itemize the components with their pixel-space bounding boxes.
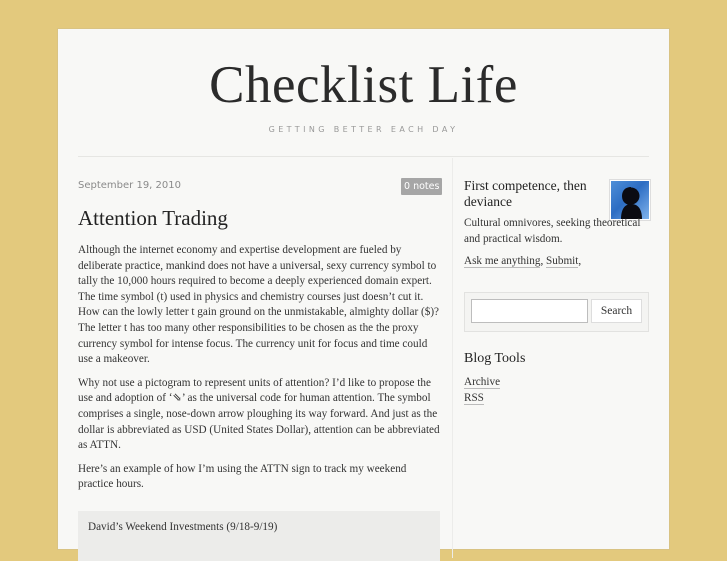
post-paragraph: Here’s an example of how I’m using the ATTN sign to track my weekend practice hours. <box>78 462 407 491</box>
search-input[interactable] <box>471 299 588 323</box>
notes-count-badge[interactable]: 0 notes <box>401 178 442 195</box>
sidebar-tagline: First competence, then deviance <box>464 178 587 209</box>
table-caption: David’s Weekend Investments (9/18-9/19) <box>88 521 278 533</box>
post-title[interactable]: Attention Trading <box>78 206 228 230</box>
page-container <box>58 29 669 549</box>
header-divider <box>78 156 649 157</box>
blog-tools-heading: Blog Tools <box>464 351 526 366</box>
investments-table <box>78 511 440 561</box>
post-paragraph: Although the internet economy and expertise development are fueled by deliberate practice, mankind does not have a universal, sexy currency symbol to tally the 10,000 hours required to become a deeply experienced domain expert. The time symbol (t) used in physics and chemistry courses just doesn’t cut it. How can the lowly letter t gain ground on the unmistakable, almighty dollar ($)? The letter t has too many other responsibilities to be chosen as the the proxy currency symbol for intense focus. The currency unit for focus and time could use a makeover. <box>78 244 440 366</box>
rss-link[interactable] <box>464 391 500 407</box>
column-divider <box>452 158 453 558</box>
site-tagline: GETTING BETTER EACH DAY <box>268 125 459 134</box>
blog-tools-list <box>464 375 500 406</box>
sidebar-description: Cultural omnivores, seeking theoretical and practical wisdom. <box>464 217 641 245</box>
ask-me-anything-link[interactable]: Ask me anything <box>464 255 541 267</box>
search-form <box>464 292 649 332</box>
archive-link-label: Archive <box>464 376 501 388</box>
archive-link[interactable] <box>464 375 500 391</box>
post-body <box>78 243 440 501</box>
silhouette-avatar-icon <box>611 181 649 219</box>
sidebar-links: Ask me anything, Submit, <box>464 255 582 267</box>
submit-link[interactable]: Submit <box>546 255 579 267</box>
search-button[interactable]: Search <box>591 299 642 323</box>
site-title[interactable]: Checklist Life <box>209 56 518 114</box>
post-date[interactable]: September 19, 2010 <box>78 180 181 191</box>
post-paragraph: Why not use a pictogram to represent units of attention? I’d like to propose the use and adoption of ‘⇘’ as the universal code for human attention. The symbol comprises a single, nose-down arrow ploughing its way forward. And just as the dollar is abbreviated as USD (United States Dollar), attention can be abbreviated as ATTN. <box>78 376 440 452</box>
rss-link-label: RSS <box>464 391 484 404</box>
